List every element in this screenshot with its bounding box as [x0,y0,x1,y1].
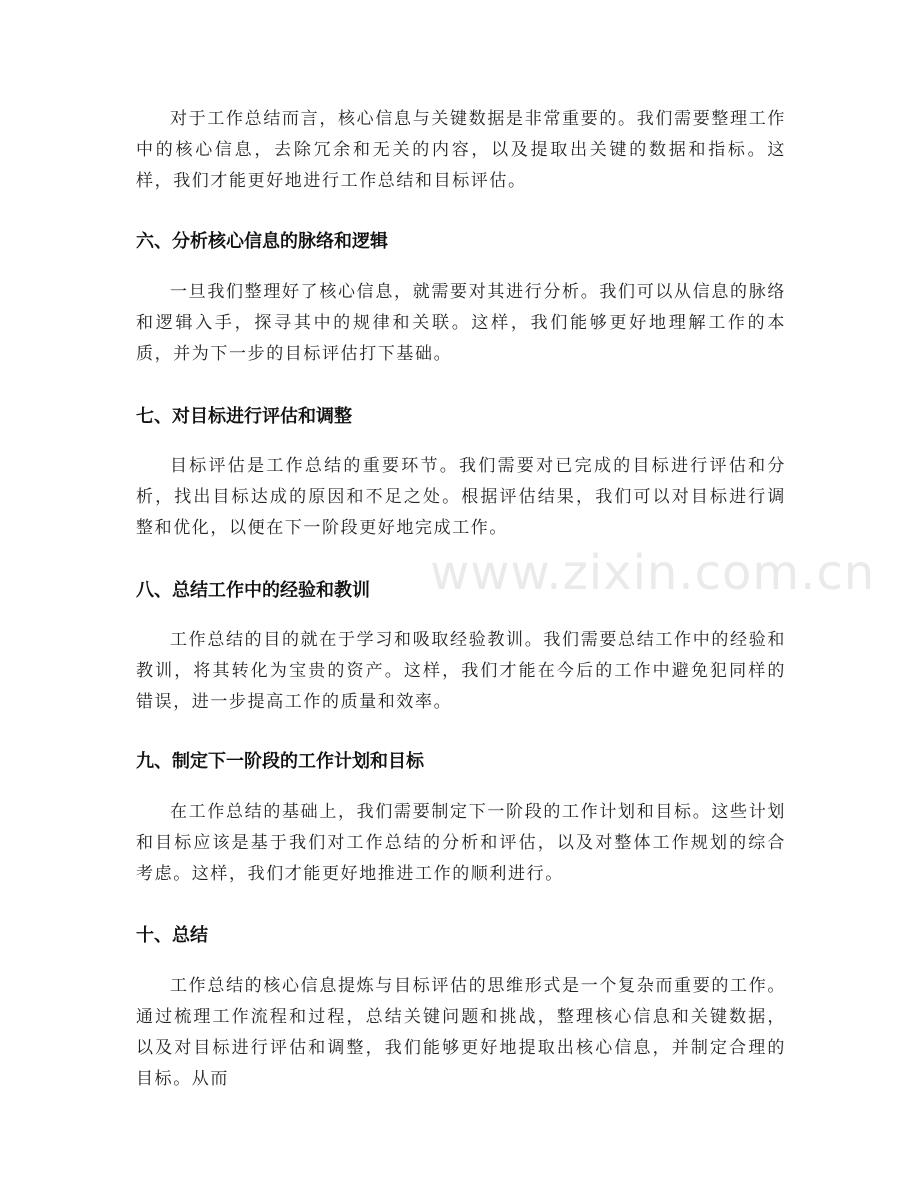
watermark: www.zixin.com.cn [430,545,876,601]
section-heading-6: 六、分析核心信息的脉络和逻辑 [136,231,388,252]
section-paragraph-9: 在工作总结的基础上，我们需要制定下一阶段的工作计划和目标。这些计划和目标应该是基于我们对工作总结的分析和评估，以及对整体工作规划的综合考虑。这样，我们才能更好地推进工作的顺利进行。 [136,802,786,884]
section-paragraph-8: 工作总结的目的就在于学习和吸取经验教训。我们需要总结工作中的经验和教训，将其转化为宝贵的资产。这样，我们才能在今后的工作中避免犯同样的错误，进一步提高工作的质量和效率。 [136,630,786,712]
section-paragraph-6: 一旦我们整理好了核心信息，就需要对其进行分析。我们可以从信息的脉络和逻辑入手，探寻其中的规律和关联。这样，我们能够更好地理解工作的本质，并为下一步的目标评估打下基础。 [136,282,786,364]
section-paragraph-10: 工作总结的核心信息提炼与目标评估的思维形式是一个复杂而重要的工作。通过梳理工作流程和过程，总结关键问题和挑战，整理核心信息和关键数据，以及对目标进行评估和调整，我们能够更好地提取出核心信息，并制定合理的目标。从而 [136,976,786,1089]
section-heading-8: 八、总结工作中的经验和教训 [136,580,370,601]
section-heading-10: 十、总结 [136,925,208,946]
section-heading-9: 九、制定下一阶段的工作计划和目标 [136,751,424,772]
section-paragraph-7: 目标评估是工作总结的重要环节。我们需要对已完成的目标进行评估和分析，找出目标达成的原因和不足之处。根据评估结果，我们可以对目标进行调整和优化，以便在下一阶段更好地完成工作。 [136,456,786,538]
section-heading-7: 七、对目标进行评估和调整 [136,406,352,427]
intro-paragraph: 对于工作总结而言，核心信息与关键数据是非常重要的。我们需要整理工作中的核心信息，去除冗余和无关的内容，以及提取出关键的数据和指标。这样，我们才能更好地进行工作总结和目标评估。 [136,109,786,191]
